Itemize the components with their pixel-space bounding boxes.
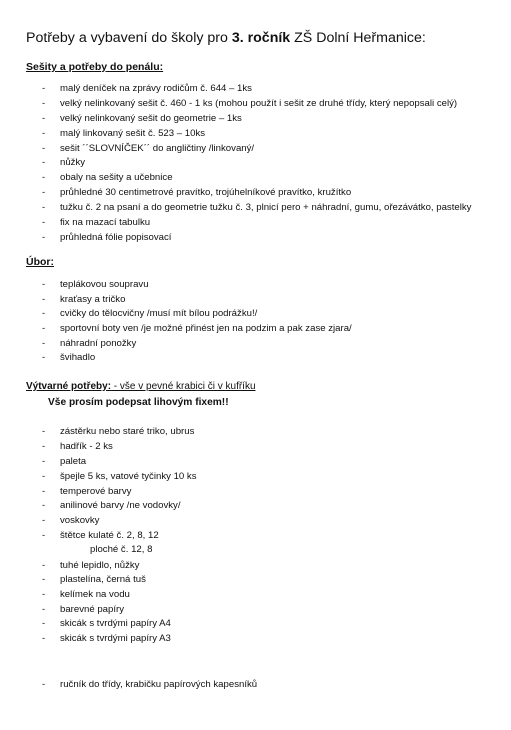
bullet-dash: - xyxy=(42,83,46,94)
bullet-dash: - xyxy=(42,471,46,482)
bullet-dash: - xyxy=(42,187,46,198)
list-item-text: ručník do třídy, krabičku papírových kapesníků xyxy=(60,679,258,690)
bullet-dash: - xyxy=(42,98,46,109)
list-item-text: plastelína, černá tuš xyxy=(60,574,146,585)
bullet-dash: - xyxy=(42,128,46,139)
bullet-dash: - xyxy=(42,530,46,541)
list-item-text: špejle 5 ks, vatové tyčinky 10 ks xyxy=(60,471,197,482)
bullet-dash: - xyxy=(42,589,46,600)
list-item-text: tuhé lepidlo, nůžky xyxy=(60,560,140,571)
bullet-dash: - xyxy=(42,157,46,168)
section-heading-vytvarne-tail: - vše v pevné krabici či v kufříku xyxy=(111,381,256,392)
bullet-dash: - xyxy=(42,294,46,305)
list-item-text: fix na mazací tabulku xyxy=(60,217,151,228)
bullet-dash: - xyxy=(42,352,46,363)
bullet-dash: - xyxy=(42,679,46,690)
bullet-dash: - xyxy=(42,604,46,615)
list-item-text: paleta xyxy=(60,456,87,467)
title-suffix: ZŠ Dolní Heřmanice: xyxy=(290,30,426,46)
bullet-dash: - xyxy=(42,426,46,437)
bullet-dash: - xyxy=(42,456,46,467)
bullet-dash: - xyxy=(42,308,46,319)
bullet-dash: - xyxy=(42,202,46,213)
list-item-text: zástěrku nebo staré triko, ubrus xyxy=(60,426,195,437)
bullet-dash: - xyxy=(42,279,46,290)
title-prefix: Potřeby a vybavení do školy pro xyxy=(26,30,232,46)
bullet-dash: - xyxy=(42,618,46,629)
bullet-dash: - xyxy=(42,217,46,228)
list-item-text: malý linkovaný sešit č. 523 – 10ks xyxy=(60,128,206,139)
list-item-text: malý deníček na zprávy rodičům č. 644 – 1ks xyxy=(60,83,252,94)
list-item-text: švihadlo xyxy=(60,352,96,363)
bullet-dash: - xyxy=(42,172,46,183)
bullet-dash: - xyxy=(42,113,46,124)
list-item-text: anilinové barvy /ne vodovky/ xyxy=(60,500,181,511)
list-item-text: nůžky xyxy=(60,157,86,168)
list-item-text: barevné papíry xyxy=(60,604,124,615)
list-item-text: obaly na sešity a učebnice xyxy=(60,172,173,183)
list-item-text: kelímek na vodu xyxy=(60,589,130,600)
list-item-text: temperové barvy xyxy=(60,486,132,497)
list-item-text: průhledná fólie popisovací xyxy=(60,232,172,243)
list-item-text: hadřík - 2 ks xyxy=(60,441,113,452)
bullet-dash: - xyxy=(42,574,46,585)
list-item-text: voskovky xyxy=(60,515,100,526)
section-heading-vytvarne-label: Výtvarné potřeby: xyxy=(26,381,112,392)
bullet-dash: - xyxy=(42,441,46,452)
bullet-dash: - xyxy=(42,633,46,644)
bullet-dash: - xyxy=(42,515,46,526)
list-item-text: náhradní ponožky xyxy=(60,338,137,349)
list-item-text: skicák s tvrdými papíry A3 xyxy=(60,633,171,644)
bullet-dash: - xyxy=(42,486,46,497)
list-item-text: sportovní boty ven /je možné přinést jen na podzim a pak zase zjara/ xyxy=(60,323,352,334)
list-item-text: skicák s tvrdými papíry A4 xyxy=(60,618,171,629)
bullet-dash: - xyxy=(42,500,46,511)
list-item-text: tužku č. 2 na psaní a do geometrie tužku č. 3, plnicí pero + náhradní, gumu, ořezávátko, pastelky xyxy=(60,202,472,213)
list-item-continuation: ploché č. 12, 8 xyxy=(90,544,153,555)
title-grade: 3. ročník xyxy=(231,30,291,46)
list-item-text: teplákovou soupravu xyxy=(60,279,149,290)
list-item-text: velký nelinkovaný sešit č. 460 - 1 ks (mohou použít i sešit ze druhé třídy, který nepopsali celý) xyxy=(60,98,458,109)
bullet-dash: - xyxy=(42,323,46,334)
section-heading-penal: Sešity a potřeby do penálu: xyxy=(26,61,164,73)
bullet-dash: - xyxy=(42,232,46,243)
bullet-dash: - xyxy=(42,338,46,349)
section-heading-vytvarne xyxy=(26,381,256,392)
bullet-dash: - xyxy=(42,143,46,154)
page-title xyxy=(26,30,426,46)
list-item-text: velký nelinkovaný sešit do geometrie – 1ks xyxy=(60,113,242,124)
list-item-text: kraťasy a tričko xyxy=(60,294,126,305)
list-item-text: sešit ´´SLOVNÍČEK´´ do angličtiny /linkovaný/ xyxy=(60,143,255,154)
sign-note: Vše prosím podepsat lihovým fixem!! xyxy=(48,397,229,408)
list-item-text: štětce kulaté č. 2, 8, 12 xyxy=(60,530,159,541)
bullet-dash: - xyxy=(42,560,46,571)
section-heading-ubor: Úbor: xyxy=(26,256,54,268)
list-item-text: cvičky do tělocvičny /musí mít bílou podrážku!/ xyxy=(60,308,258,319)
list-item-text: průhledné 30 centimetrové pravítko, trojúhelníkové pravítko, kružítko xyxy=(60,187,352,198)
